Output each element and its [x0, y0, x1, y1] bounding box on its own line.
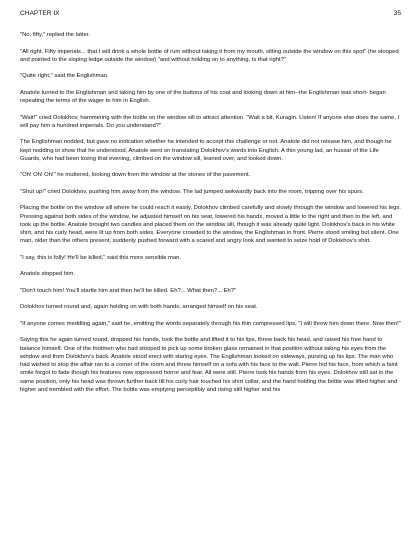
paragraph: "If anyone comes meddling again," said he, emitting the words separately through his thin compressed lips, "I will throw him down there. Now then!"	[20, 320, 401, 327]
document-page	[20, 0, 401, 559]
paragraph: Anatole turned to the Englishman and taking him by one of the buttons of his coat and looking down at him--the Englishman was short- began repeating the terms of the wager to him in English.	[20, 89, 386, 104]
page-number: 35	[393, 10, 401, 17]
paragraph: Placing the bottle on the window sill where he could reach it easily, Dolokhov climbed carefully and slowly through the window and lowered his legs. Pressing against both sides of the window, he adjusted himself on his seat, lowered his hands, moved a little to the right and then to the left, and took up the bottle. Anatole brought two candles and placed them on the window sill, though it was already quite light. Dolokhov's back in his white shirt, and his curly head, were lit up from both sides. Everyone crowded to the window, the Englishman in front. Pierre stood smiling but silent. One man, older than the others present, suddenly pushed forward with a scared and angry look and wanted to seize hold of Dolokhov's shirt.	[20, 205, 401, 245]
paragraph: "Don't touch him! You'll startle him and then he'll be killed. Eh?... What then?... Eh?"	[20, 287, 237, 294]
paragraph: "Wait!" cried Dolokhov, hammering with the bottle on the window sill to attract attention. "Wait a bit, Kuragin. Listen! If anyone else does the same, I will pay him a hundred imperials. Do you understand?"	[20, 114, 400, 129]
page-body	[20, 31, 401, 394]
chapter-heading: CHAPTER IX	[20, 10, 60, 17]
paragraph: "Quite right," said the Englishman.	[20, 73, 109, 80]
paragraph: The Englishman nodded, but gave no indication whether he intended to accept this challenge or not. Anatole did not release him, and though he kept nodding to show that he understood, Anatole went on translating Dolokhov's words into English. A thin young lad, an hussar of the Life Guards, who had been losing that evening, climbed on the window sill, leaned over, and looked down.	[20, 139, 392, 162]
paragraph: "No, fifty," replied the latter.	[20, 32, 90, 38]
paragraph: "All right. Fifty imperials... that I will drink a whole bottle of rum without taking it from my mouth, sitting outside the window on this spot" (he stooped and pointed to the sloping ledge outside the window) "and without holding on to anything. Is that right?"	[20, 48, 399, 63]
paragraph: "Shut up!" cried Dolokhov, pushing him away from the window. The lad jumped awkwardly back into the room, tripping over his spurs.	[20, 188, 364, 195]
paragraph: "I say, this is folly! He'll be killed," said this more sensible man.	[20, 254, 182, 261]
page-header	[20, 9, 401, 29]
paragraph: Anatole stopped him.	[20, 271, 75, 278]
paragraph: Saying this he again turned round, dropped his hands, took the bottle and lifted it to his lips, threw back his head, and raised his free hand to balance himself. One of the footmen who had stooped to pick up some broken glass remained in that position without taking his eyes from the window and from Dolokhov's back. Anatole stood erect with staring eyes. The Englishman looked on sideways, pursing up his lips. The man who had wished to stop the affair ran to a corner of the room and threw himself on a sofa with his face to the wall. Pierre hid his face, from which a faint smile forgot to fade though his features now expressed horror and fear. All were still. Pierre took his hands from his eyes. Dolokhov still sat in the same position, only his head was thrown further back till his curly hair touched his shirt collar, and the hand holding the bottle was lifted higher and higher and trembled with the effort. The bottle was emptying perceptibly and rising still higher and his	[20, 337, 398, 393]
paragraph: Dolokhov turned round and, again holding on with both hands, arranged himself on his seat.	[20, 304, 258, 311]
paragraph: "Oh! Oh! Oh!" he muttered, looking down from the window at the stones of the pavement.	[20, 172, 251, 179]
